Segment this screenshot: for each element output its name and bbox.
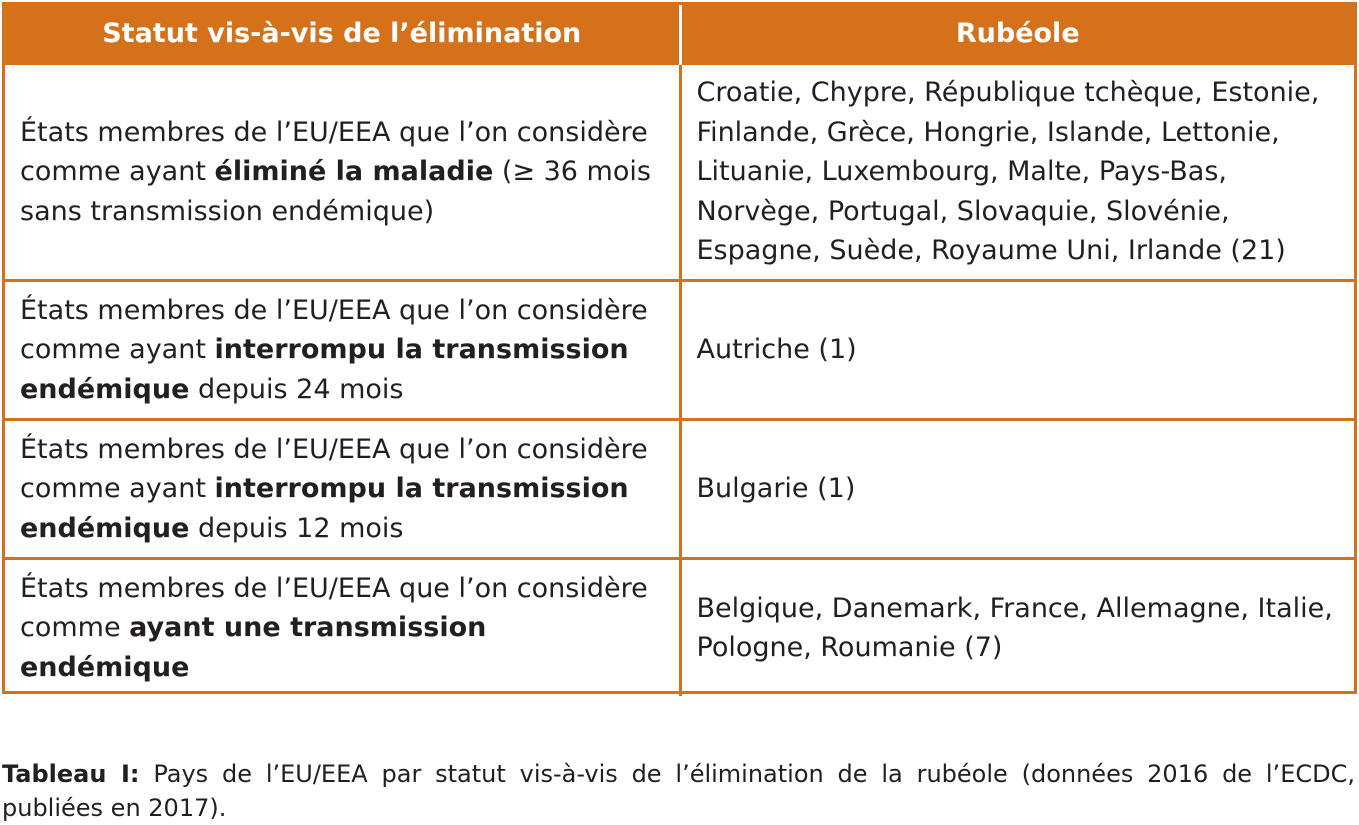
table-caption bbox=[2, 757, 1355, 825]
header-status: Statut vis-à-vis de l’élimination bbox=[5, 5, 680, 64]
caption-text: Pays de l’EU/EEA par statut vis-à-vis de l’élimination de la rubéole (données 2016 de l’ECDC, publiées en 2017). bbox=[2, 760, 1355, 822]
table-row bbox=[5, 64, 1354, 281]
status-cell bbox=[5, 559, 680, 697]
countries-cell: Autriche (1) bbox=[680, 281, 1354, 420]
countries-cell: Croatie, Chypre, République tchèque, Estonie, Finlande, Grèce, Hongrie, Islande, Lettonie, Lituanie, Luxembourg, Malte, Pays-Bas, Norvège, Portugal, Slovaquie, Slovénie, Espagne, Suède, Royaume Uni, Irlande (21) bbox=[680, 64, 1354, 281]
table-row bbox=[5, 559, 1354, 697]
status-text-suffix: depuis 24 mois bbox=[189, 373, 404, 405]
header-rubella: Rubéole bbox=[680, 5, 1354, 64]
status-text: États membres de l’EU/EEA que l’on considère comme bbox=[20, 572, 648, 644]
status-text: États membres de l’EU/EEA que l’on considère comme ayant bbox=[20, 433, 648, 505]
status-emphasis: interrompu la transmission endémique bbox=[20, 334, 629, 405]
elimination-status-table bbox=[5, 5, 1354, 696]
status-cell bbox=[5, 420, 680, 559]
status-cell bbox=[5, 64, 680, 281]
status-cell bbox=[5, 281, 680, 420]
status-emphasis: interrompu la transmission endémique bbox=[20, 473, 629, 544]
countries-cell: Bulgarie (1) bbox=[680, 420, 1354, 559]
caption-separator: : bbox=[129, 760, 140, 788]
table-row bbox=[5, 420, 1354, 559]
table-row bbox=[5, 281, 1354, 420]
status-emphasis: ayant une transmission endémique bbox=[20, 612, 487, 683]
status-text: États membres de l’EU/EEA que l’on considère comme ayant bbox=[20, 116, 648, 188]
status-text: États membres de l’EU/EEA que l’on considère comme ayant bbox=[20, 294, 648, 366]
status-text-suffix: (≥ 36 mois sans transmission endémique) bbox=[20, 156, 651, 227]
caption-label: Tableau I bbox=[2, 760, 130, 788]
countries-cell: Belgique, Danemark, France, Allemagne, Italie, Pologne, Roumanie (7) bbox=[680, 559, 1354, 697]
table-header-row bbox=[5, 5, 1354, 64]
status-text-suffix: depuis 12 mois bbox=[189, 512, 404, 544]
elimination-status-table-container bbox=[2, 2, 1357, 694]
status-emphasis: éliminé la maladie bbox=[214, 156, 494, 188]
